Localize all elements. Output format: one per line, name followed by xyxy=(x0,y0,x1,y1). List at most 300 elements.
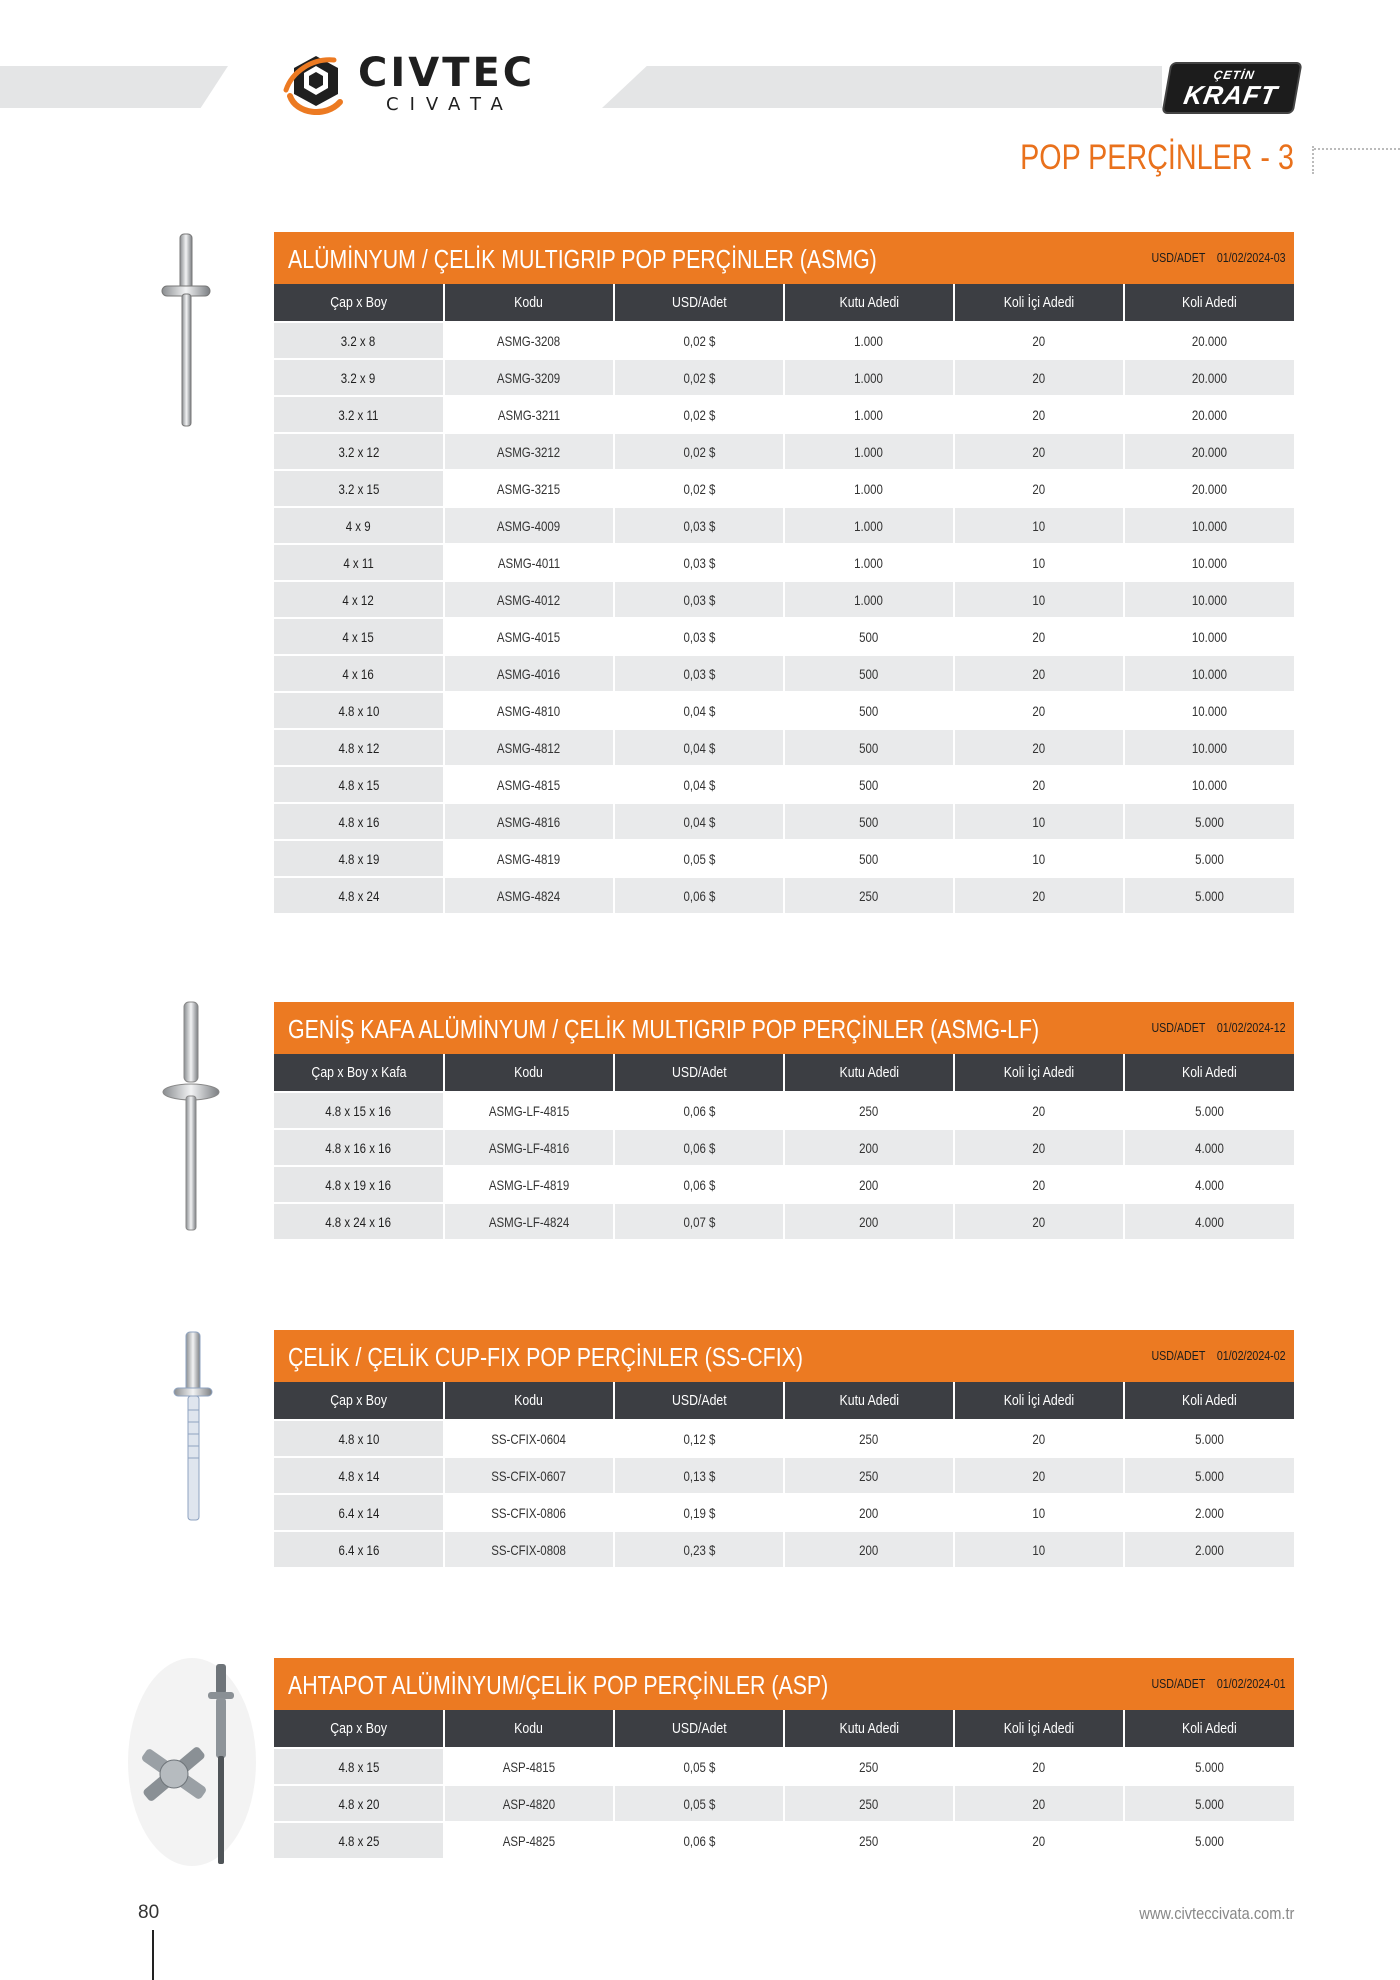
table-cell xyxy=(614,1420,784,1457)
table-cell xyxy=(1124,1203,1294,1239)
cell-value: 6.4 x 14 xyxy=(338,1504,379,1521)
cell-value: 20 xyxy=(1032,628,1046,645)
column-header-label: Kodu xyxy=(514,1064,544,1081)
table-cell xyxy=(784,1457,954,1494)
cell-value: 200 xyxy=(859,1176,879,1193)
cell-value: 20.000 xyxy=(1191,406,1228,423)
cell-value: 5.000 xyxy=(1195,813,1224,830)
cell-value: 1.000 xyxy=(854,480,884,497)
table-cell xyxy=(784,1785,954,1822)
table-cell xyxy=(1124,692,1294,729)
cell-value: 0,06 $ xyxy=(683,1139,715,1156)
column-header xyxy=(614,284,784,322)
table-cell xyxy=(614,655,784,692)
cell-value: 5.000 xyxy=(1195,1795,1224,1812)
cell-value: 0,04 $ xyxy=(683,702,715,719)
table-cell xyxy=(444,692,614,729)
table-cell xyxy=(954,766,1124,803)
cell-value: ASMG-LF-4816 xyxy=(488,1139,570,1156)
table-row xyxy=(274,877,1294,913)
table-cell xyxy=(274,581,444,618)
section-asp xyxy=(274,1658,1294,1858)
cell-value: 5.000 xyxy=(1195,1832,1224,1849)
table-cell xyxy=(274,618,444,655)
table-cell xyxy=(444,1531,614,1567)
cell-value: ASMG-4812 xyxy=(497,739,561,756)
table-cell xyxy=(444,433,614,470)
table-cell xyxy=(274,359,444,396)
table-cell xyxy=(954,618,1124,655)
table-row xyxy=(274,766,1294,803)
cell-value: 0,03 $ xyxy=(683,517,715,534)
cell-value: 4.8 x 24 x 16 xyxy=(325,1213,392,1230)
table-cell xyxy=(784,396,954,433)
cell-value: 4.8 x 15 xyxy=(338,1758,379,1775)
table-cell xyxy=(614,766,784,803)
cell-value: SS-CFIX-0607 xyxy=(491,1467,567,1484)
cell-value: 4.000 xyxy=(1195,1176,1224,1193)
table-cell xyxy=(784,507,954,544)
cell-value: 3.2 x 15 xyxy=(338,480,379,497)
table-row xyxy=(274,1748,1294,1785)
cell-value: 0,03 $ xyxy=(683,591,715,608)
cell-value: 4.8 x 15 xyxy=(338,776,379,793)
hex-nut-logo-icon xyxy=(282,50,350,118)
table-cell xyxy=(784,1822,954,1858)
table-cell xyxy=(1124,544,1294,581)
column-header-label: USD/Adet xyxy=(671,294,727,311)
table-cell xyxy=(614,544,784,581)
table-cell xyxy=(784,766,954,803)
column-header xyxy=(954,1710,1124,1748)
section-title: AHTAPOT ALÜMİNYUM/ÇELİK POP PERÇİNLER (ASP) xyxy=(288,1670,829,1700)
table-cell xyxy=(274,729,444,766)
table-cell xyxy=(1124,655,1294,692)
column-header xyxy=(784,1382,954,1420)
column-header xyxy=(784,1710,954,1748)
section-header xyxy=(274,232,1294,284)
table-cell xyxy=(784,1129,954,1166)
table-cell xyxy=(954,544,1124,581)
section-asmg-lf xyxy=(274,1002,1294,1239)
cell-value: ASMG-4012 xyxy=(497,591,561,608)
cell-value: ASP-4815 xyxy=(502,1758,556,1775)
table-cell xyxy=(784,1531,954,1567)
table-cell xyxy=(954,1822,1124,1858)
table-cell xyxy=(784,1420,954,1457)
cell-value: 1.000 xyxy=(854,591,884,608)
cell-value: 250 xyxy=(859,1467,879,1484)
table-cell xyxy=(1124,1531,1294,1567)
column-header-label: Çap x Boy x Kafa xyxy=(310,1064,407,1081)
cell-value: ASP-4820 xyxy=(502,1795,556,1812)
cell-value: 4.8 x 19 x 16 xyxy=(325,1176,392,1193)
table-cell xyxy=(614,840,784,877)
table-row xyxy=(274,359,1294,396)
table-cell xyxy=(274,396,444,433)
cell-value: 5.000 xyxy=(1195,1467,1224,1484)
table-cell xyxy=(274,840,444,877)
section-meta xyxy=(1152,1330,1286,1382)
table-row xyxy=(274,1203,1294,1239)
table-cell xyxy=(274,1785,444,1822)
cell-value: 20 xyxy=(1032,1795,1046,1812)
cell-value: 4.8 x 20 xyxy=(338,1795,379,1812)
civtec-logo xyxy=(282,50,535,118)
table-cell xyxy=(614,803,784,840)
column-header-label: Kutu Adedi xyxy=(839,1064,899,1081)
cell-value: 0,02 $ xyxy=(683,443,715,460)
cell-value: ASMG-4815 xyxy=(497,776,561,793)
cell-value: ASMG-4016 xyxy=(497,665,561,682)
cell-value: ASP-4825 xyxy=(502,1832,556,1849)
cell-value: 20 xyxy=(1032,1176,1046,1193)
table-cell xyxy=(614,322,784,359)
cell-value: 2.000 xyxy=(1195,1541,1224,1558)
table-cell xyxy=(444,1457,614,1494)
cell-value: 4.8 x 15 x 16 xyxy=(325,1102,392,1119)
cell-value: 5.000 xyxy=(1195,1758,1224,1775)
cell-value: 10 xyxy=(1032,1504,1046,1521)
cell-value: 0,02 $ xyxy=(683,369,715,386)
table-cell xyxy=(1124,1822,1294,1858)
table-cell xyxy=(274,766,444,803)
table-cell xyxy=(444,1129,614,1166)
table-cell xyxy=(954,507,1124,544)
table-cell xyxy=(954,1129,1124,1166)
table-cell xyxy=(614,1785,784,1822)
cell-value: 4 x 16 xyxy=(342,665,375,682)
cell-value: 20 xyxy=(1032,1430,1046,1447)
table-cell xyxy=(1124,359,1294,396)
table-cell xyxy=(1124,581,1294,618)
table-cell xyxy=(274,692,444,729)
table-cell xyxy=(954,1457,1124,1494)
cell-value: SS-CFIX-0808 xyxy=(491,1541,567,1558)
table-cell xyxy=(784,470,954,507)
cell-value: 0,02 $ xyxy=(683,480,715,497)
column-header-label: Kutu Adedi xyxy=(839,1720,899,1737)
cell-value: 20 xyxy=(1032,739,1046,756)
cell-value: 20 xyxy=(1032,887,1046,904)
cell-value: 0,03 $ xyxy=(683,554,715,571)
cell-value: 250 xyxy=(859,1758,879,1775)
table-cell xyxy=(274,1494,444,1531)
table-cell xyxy=(614,1748,784,1785)
column-header xyxy=(1124,1710,1294,1748)
cell-value: 3.2 x 9 xyxy=(341,369,376,386)
cell-value: 0,19 $ xyxy=(683,1504,715,1521)
column-header xyxy=(614,1054,784,1092)
table-cell xyxy=(444,766,614,803)
table-cell xyxy=(954,1785,1124,1822)
table-row xyxy=(274,581,1294,618)
table-cell xyxy=(614,618,784,655)
table-row xyxy=(274,1531,1294,1567)
cell-value: 10.000 xyxy=(1191,702,1228,719)
table-cell xyxy=(1124,729,1294,766)
table-cell xyxy=(784,1494,954,1531)
cell-value: 250 xyxy=(859,1832,879,1849)
cell-value: 4.8 x 19 xyxy=(338,850,379,867)
column-header xyxy=(784,284,954,322)
cell-value: 6.4 x 16 xyxy=(338,1541,379,1558)
column-header-label: Çap x Boy xyxy=(330,294,387,311)
table-cell xyxy=(784,359,954,396)
cell-value: 1.000 xyxy=(854,332,884,349)
cell-value: 3.2 x 11 xyxy=(338,406,379,423)
column-header xyxy=(274,1382,444,1420)
cell-value: 10.000 xyxy=(1191,554,1228,571)
cell-value: 20 xyxy=(1032,1213,1046,1230)
price-table xyxy=(274,284,1294,913)
cell-value: ASMG-4011 xyxy=(497,554,561,571)
cell-value: ASMG-3215 xyxy=(497,480,561,497)
cell-value: 1.000 xyxy=(854,443,884,460)
table-cell xyxy=(1124,322,1294,359)
column-header xyxy=(444,284,614,322)
cell-value: ASMG-4816 xyxy=(497,813,561,830)
cell-value: 1.000 xyxy=(854,369,884,386)
table-cell xyxy=(784,1203,954,1239)
table-cell xyxy=(274,803,444,840)
cell-value: 4.8 x 12 xyxy=(338,739,379,756)
cell-value: 1.000 xyxy=(854,554,884,571)
cell-value: 20.000 xyxy=(1191,332,1228,349)
table-row xyxy=(274,655,1294,692)
price-date: 01/02/2024-12 xyxy=(1217,1020,1286,1035)
table-cell xyxy=(444,322,614,359)
cell-value: 200 xyxy=(859,1139,879,1156)
table-cell xyxy=(444,618,614,655)
cell-value: SS-CFIX-0604 xyxy=(491,1430,567,1447)
cell-value: 4 x 11 xyxy=(343,554,374,571)
table-cell xyxy=(954,470,1124,507)
table-cell xyxy=(444,544,614,581)
table-row xyxy=(274,1420,1294,1457)
table-cell xyxy=(1124,1785,1294,1822)
cell-value: 0,03 $ xyxy=(683,665,715,682)
column-header-label: USD/Adet xyxy=(671,1392,727,1409)
table-cell xyxy=(784,803,954,840)
title-divider xyxy=(1312,146,1314,174)
logo-subtitle: CIVATA xyxy=(386,94,514,115)
table-row xyxy=(274,396,1294,433)
cell-value: 20 xyxy=(1032,1467,1046,1484)
cell-value: 0,03 $ xyxy=(683,628,715,645)
table-cell xyxy=(954,396,1124,433)
section-meta xyxy=(1152,1002,1286,1054)
logo-name: CIVTEC xyxy=(358,50,536,96)
cell-value: 500 xyxy=(859,776,879,793)
cell-value: 20 xyxy=(1032,665,1046,682)
column-header xyxy=(274,1710,444,1748)
cell-value: 20 xyxy=(1032,369,1046,386)
cell-value: 5.000 xyxy=(1195,887,1224,904)
column-header xyxy=(1124,1382,1294,1420)
column-header-label: Koli Adedi xyxy=(1182,1392,1237,1409)
table-cell xyxy=(614,1494,784,1531)
table-cell xyxy=(954,655,1124,692)
cell-value: 4.8 x 10 xyxy=(338,1430,379,1447)
table-cell xyxy=(614,581,784,618)
cell-value: ASMG-3209 xyxy=(497,369,561,386)
table-cell xyxy=(1124,1092,1294,1129)
table-cell xyxy=(274,1822,444,1858)
table-row xyxy=(274,692,1294,729)
table-cell xyxy=(274,507,444,544)
table-cell xyxy=(274,1166,444,1203)
cell-value: 20 xyxy=(1032,480,1046,497)
cell-value: 3.2 x 12 xyxy=(338,443,379,460)
column-header-label: Koli İçi Adedi xyxy=(1003,1064,1075,1081)
ss-cfix-rivet-image xyxy=(164,1330,224,1526)
price-date: 01/02/2024-01 xyxy=(1217,1676,1286,1691)
cell-value: 500 xyxy=(859,665,879,682)
title-rule xyxy=(1314,148,1400,150)
cell-value: 10.000 xyxy=(1191,665,1228,682)
section-meta xyxy=(1152,232,1286,284)
cell-value: 20 xyxy=(1032,406,1046,423)
table-cell xyxy=(954,1203,1124,1239)
cell-value: 200 xyxy=(859,1504,879,1521)
price-table xyxy=(274,1710,1294,1858)
table-cell xyxy=(444,1203,614,1239)
section-asmg xyxy=(274,232,1294,913)
cell-value: 0,06 $ xyxy=(683,1176,715,1193)
asmg-rivet-image xyxy=(156,232,216,432)
table-cell xyxy=(444,840,614,877)
cell-value: ASMG-3212 xyxy=(497,443,561,460)
table-cell xyxy=(784,322,954,359)
price-table xyxy=(274,1382,1294,1567)
table-cell xyxy=(954,1748,1124,1785)
cell-value: ASMG-LF-4815 xyxy=(488,1102,570,1119)
table-row xyxy=(274,1785,1294,1822)
table-cell xyxy=(614,729,784,766)
table-cell xyxy=(1124,1420,1294,1457)
table-cell xyxy=(614,1092,784,1129)
table-row xyxy=(274,1494,1294,1531)
table-cell xyxy=(274,1092,444,1129)
cell-value: 4.000 xyxy=(1195,1139,1224,1156)
cell-value: 500 xyxy=(859,813,879,830)
cell-value: 20 xyxy=(1032,1758,1046,1775)
column-header-label: Koli İçi Adedi xyxy=(1003,1392,1075,1409)
asmg-lf-rivet-image xyxy=(160,1000,226,1236)
cell-value: ASMG-3208 xyxy=(497,332,561,349)
cell-value: ASMG-4819 xyxy=(497,850,561,867)
table-row xyxy=(274,1092,1294,1129)
cell-value: 10.000 xyxy=(1191,739,1228,756)
table-cell xyxy=(444,729,614,766)
cell-value: 4 x 15 xyxy=(342,628,375,645)
table-cell xyxy=(784,1092,954,1129)
column-header xyxy=(1124,284,1294,322)
table-row xyxy=(274,729,1294,766)
table-cell xyxy=(784,433,954,470)
cell-value: 200 xyxy=(859,1541,879,1558)
table-cell xyxy=(444,1494,614,1531)
price-table xyxy=(274,1054,1294,1239)
cell-value: 4.8 x 16 xyxy=(338,813,379,830)
cell-value: 5.000 xyxy=(1195,1430,1224,1447)
table-cell xyxy=(954,359,1124,396)
cell-value: 4.000 xyxy=(1195,1213,1224,1230)
column-header xyxy=(784,1054,954,1092)
column-header-label: USD/Adet xyxy=(671,1720,727,1737)
column-header-label: USD/Adet xyxy=(671,1064,727,1081)
column-header-label: Çap x Boy xyxy=(330,1392,387,1409)
table-cell xyxy=(1124,877,1294,913)
unit-label: USD/ADET xyxy=(1151,250,1206,265)
cetin-kraft-logo xyxy=(1161,62,1302,114)
cell-value: 0,23 $ xyxy=(683,1541,715,1558)
table-cell xyxy=(274,322,444,359)
table-cell xyxy=(954,581,1124,618)
cell-value: 0,13 $ xyxy=(683,1467,715,1484)
table-row xyxy=(274,1822,1294,1858)
cell-value: ASMG-LF-4819 xyxy=(488,1176,570,1193)
table-cell xyxy=(1124,1748,1294,1785)
section-meta xyxy=(1152,1658,1286,1710)
column-header xyxy=(614,1710,784,1748)
cell-value: 20 xyxy=(1032,776,1046,793)
table-cell xyxy=(954,1092,1124,1129)
cell-value: 0,12 $ xyxy=(683,1430,715,1447)
cell-value: 4.8 x 25 xyxy=(338,1832,379,1849)
table-cell xyxy=(614,692,784,729)
table-cell xyxy=(954,1494,1124,1531)
cell-value: 20 xyxy=(1032,443,1046,460)
table-cell xyxy=(954,840,1124,877)
table-cell xyxy=(614,1166,784,1203)
cell-value: 20 xyxy=(1032,1832,1046,1849)
cell-value: 10.000 xyxy=(1191,776,1228,793)
table-row xyxy=(274,433,1294,470)
table-row xyxy=(274,840,1294,877)
cell-value: 250 xyxy=(859,1102,879,1119)
table-cell xyxy=(954,1166,1124,1203)
column-header xyxy=(954,284,1124,322)
cell-value: 4.8 x 24 xyxy=(338,887,379,904)
unit-label: USD/ADET xyxy=(1151,1348,1206,1363)
cell-value: ASMG-4015 xyxy=(497,628,561,645)
cell-value: 500 xyxy=(859,702,879,719)
table-cell xyxy=(274,1203,444,1239)
column-header-label: Koli Adedi xyxy=(1182,1720,1237,1737)
asp-rivet-image xyxy=(126,1656,258,1868)
table-cell xyxy=(784,1748,954,1785)
table-cell xyxy=(1124,1457,1294,1494)
table-row xyxy=(274,470,1294,507)
column-header xyxy=(274,284,444,322)
table-cell xyxy=(614,470,784,507)
table-cell xyxy=(444,581,614,618)
page-number-rule xyxy=(152,1930,154,1980)
table-cell xyxy=(784,581,954,618)
cell-value: 0,05 $ xyxy=(683,1795,715,1812)
table-cell xyxy=(784,544,954,581)
cell-value: 0,04 $ xyxy=(683,813,715,830)
cell-value: 10 xyxy=(1032,813,1046,830)
cell-value: 250 xyxy=(859,887,879,904)
cell-value: 250 xyxy=(859,1430,879,1447)
website-link[interactable]: www.civteccivata.com.tr xyxy=(1138,1904,1294,1923)
table-cell xyxy=(614,1129,784,1166)
table-cell xyxy=(784,692,954,729)
cell-value: 0,05 $ xyxy=(683,850,715,867)
